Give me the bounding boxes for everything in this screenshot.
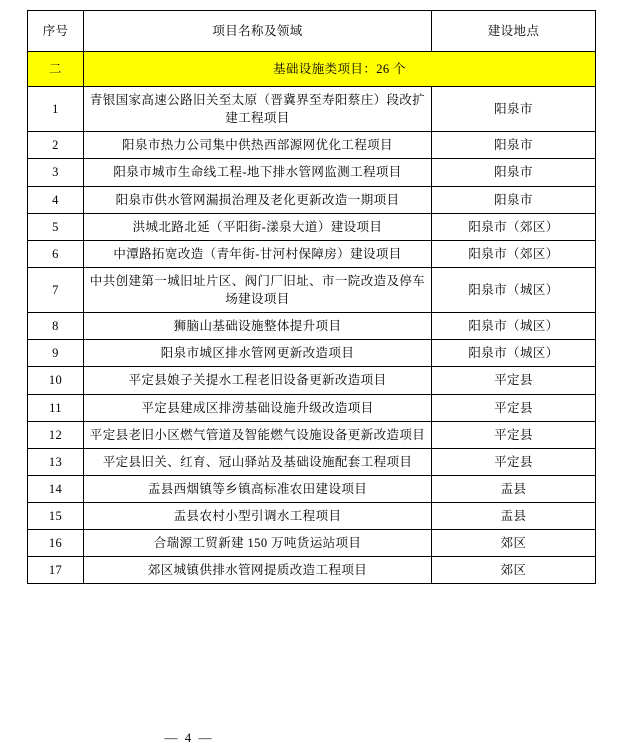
table-row (28, 394, 596, 421)
row-no: 3 (28, 159, 84, 186)
row-name: 郊区城镇供排水管网提质改造工程项目 (84, 557, 432, 584)
row-place: 平定县 (432, 448, 596, 475)
row-place: 盂县 (432, 475, 596, 502)
row-no: 8 (28, 313, 84, 340)
row-no: 15 (28, 503, 84, 530)
table-row (28, 530, 596, 557)
table-row (28, 448, 596, 475)
project-list-table (27, 10, 596, 584)
column-header-place: 建设地点 (432, 11, 596, 52)
row-name: 盂县西烟镇等乡镇高标准农田建设项目 (84, 475, 432, 502)
row-place: 平定县 (432, 394, 596, 421)
page-number-text: — 4 — (164, 730, 214, 745)
table-body (28, 52, 596, 584)
table-row (28, 421, 596, 448)
row-place: 阳泉市（城区） (432, 267, 596, 312)
table-row (28, 159, 596, 186)
table-header-row (28, 11, 596, 52)
row-name: 洪城北路北延（平阳街-漾泉大道）建设项目 (84, 213, 432, 240)
row-no: 10 (28, 367, 84, 394)
table-row (28, 503, 596, 530)
table-row (28, 87, 596, 132)
row-name: 平定县老旧小区燃气管道及智能燃气设施设备更新改造项目 (84, 421, 432, 448)
section-index: 二 (28, 52, 84, 87)
row-no: 5 (28, 213, 84, 240)
table-row (28, 475, 596, 502)
row-place: 平定县 (432, 421, 596, 448)
table-row (28, 132, 596, 159)
row-place: 盂县 (432, 503, 596, 530)
row-place: 阳泉市 (432, 132, 596, 159)
row-name: 阳泉市供水管网漏损治理及老化更新改造一期项目 (84, 186, 432, 213)
row-no: 9 (28, 340, 84, 367)
row-no: 13 (28, 448, 84, 475)
column-header-name: 项目名称及领域 (84, 11, 432, 52)
table-row (28, 557, 596, 584)
row-place: 平定县 (432, 367, 596, 394)
column-header-no: 序号 (28, 11, 84, 52)
row-no: 2 (28, 132, 84, 159)
row-name: 阳泉市热力公司集中供热西部源网优化工程项目 (84, 132, 432, 159)
row-no: 17 (28, 557, 84, 584)
row-no: 14 (28, 475, 84, 502)
section-header-row (28, 52, 596, 87)
row-name: 中潭路拓宽改造（青年街-甘河村保障房）建设项目 (84, 240, 432, 267)
row-no: 16 (28, 530, 84, 557)
row-name: 狮脑山基础设施整体提升项目 (84, 313, 432, 340)
row-name: 青银国家高速公路旧关至太原（晋冀界至寿阳蔡庄）段改扩建工程项目 (84, 87, 432, 132)
row-place: 阳泉市（城区） (432, 313, 596, 340)
row-no: 6 (28, 240, 84, 267)
row-place: 阳泉市（城区） (432, 340, 596, 367)
row-place: 阳泉市 (432, 159, 596, 186)
row-no: 11 (28, 394, 84, 421)
row-place: 郊区 (432, 557, 596, 584)
row-place: 郊区 (432, 530, 596, 557)
section-title: 基础设施类项目：26 个 (84, 52, 596, 87)
table-row (28, 313, 596, 340)
row-place: 阳泉市 (432, 87, 596, 132)
table-row (28, 367, 596, 394)
table-header (28, 11, 596, 52)
row-name: 平定县娘子关提水工程老旧设备更新改造项目 (84, 367, 432, 394)
table-row (28, 340, 596, 367)
row-name: 平定县建成区排涝基础设施升级改造项目 (84, 394, 432, 421)
table-row (28, 267, 596, 312)
row-name: 阳泉市城市生命线工程-地下排水管网监测工程项目 (84, 159, 432, 186)
row-place: 阳泉市（郊区） (432, 240, 596, 267)
page-number (0, 730, 622, 746)
row-no: 1 (28, 87, 84, 132)
table-row (28, 213, 596, 240)
table-row (28, 240, 596, 267)
row-no: 4 (28, 186, 84, 213)
row-name: 平定县旧关、红育、冠山驿站及基础设施配套工程项目 (84, 448, 432, 475)
row-place: 阳泉市（郊区） (432, 213, 596, 240)
row-no: 7 (28, 267, 84, 312)
row-name: 合瑞源工贸新建 150 万吨货运站项目 (84, 530, 432, 557)
row-name: 中共创建第一城旧址片区、阀门厂旧址、市一院改造及停车场建设项目 (84, 267, 432, 312)
table-row (28, 186, 596, 213)
row-name: 阳泉市城区排水管网更新改造项目 (84, 340, 432, 367)
row-no: 12 (28, 421, 84, 448)
row-place: 阳泉市 (432, 186, 596, 213)
row-name: 盂县农村小型引调水工程项目 (84, 503, 432, 530)
